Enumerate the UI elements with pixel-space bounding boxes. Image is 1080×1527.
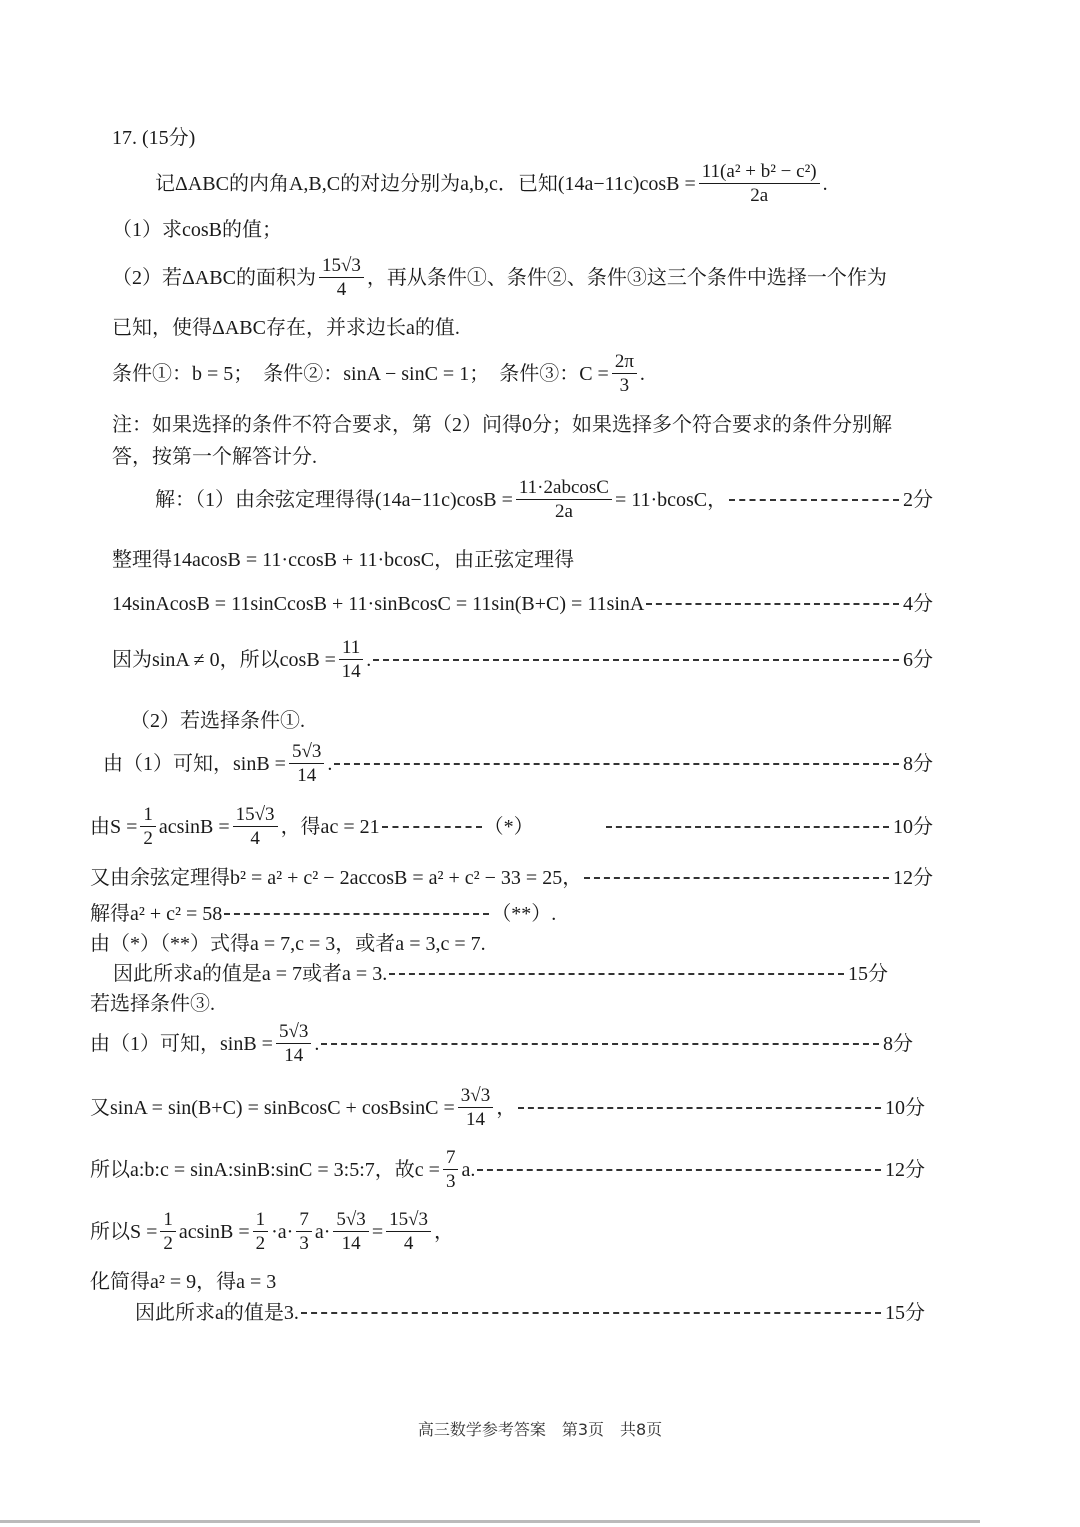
score-label: 10分	[893, 815, 933, 838]
fraction-denominator: 2	[143, 828, 153, 849]
step-text-b: acsinB =	[178, 1220, 250, 1243]
c1-line-1: 由（1）可知，sinB = $\frac{5√3}{14}$ . 8分	[103, 741, 933, 786]
problem-header	[112, 128, 195, 148]
fraction-denominator: 2	[255, 1233, 266, 1254]
score-label: 12分	[885, 1158, 925, 1181]
stem-fraction	[699, 162, 820, 205]
dotted-leader	[729, 499, 899, 501]
step-text: 整理得14acosB = 11·ccosB + 11·bcosC，由正弦定理得	[112, 549, 575, 571]
score-label: 10分	[885, 1096, 925, 1119]
note-text-2: 答，按第一个解答计分.	[112, 446, 317, 468]
score-label: 15分	[848, 963, 888, 985]
half-fraction	[140, 805, 156, 848]
cosB-fraction	[339, 638, 363, 681]
score-label: 4分	[903, 593, 933, 615]
area-fraction	[233, 805, 278, 848]
section-title: （2）若选择条件①.	[130, 710, 305, 732]
dotted-leader	[518, 1107, 881, 1109]
sinB-fraction	[289, 742, 324, 785]
step-text: 14sinAcosB = 11sinCcosB + 11·sinBcosC = 11sin(B+C) = 11sinA	[112, 593, 645, 615]
sinB-fraction	[276, 1022, 311, 1065]
step-text: 解得a² + c² = 58	[90, 903, 223, 925]
fraction-denominator: 14	[341, 1233, 361, 1254]
note-line-1	[112, 415, 892, 435]
fraction-numerator: 11·2abcosC	[516, 478, 612, 500]
sinA-fraction	[458, 1086, 493, 1129]
fraction-numerator: 15√3	[233, 805, 278, 827]
section-title: 若选择条件③.	[90, 993, 215, 1015]
step-text-b: = 11·bcosC，	[614, 488, 728, 511]
conditions: 条件①：b = 5； 条件②：sinA − sinC = 1； 条件③：C = $\frac{2\pi}{3}$ .	[112, 351, 645, 396]
fraction-numerator: 11(a² + b² − c²)	[699, 162, 820, 184]
fraction-denominator: 14	[297, 765, 317, 786]
sinB-fraction	[333, 1210, 368, 1253]
step-text: 由（1）可知，sinB =	[90, 1032, 273, 1055]
fraction-denominator: 4	[403, 1233, 414, 1254]
dotted-leader	[389, 973, 844, 975]
fraction-denominator: 14	[341, 661, 361, 682]
fraction-numerator: 1	[160, 1210, 176, 1232]
c3-line-5	[90, 1272, 276, 1292]
dotted-leader	[301, 1312, 881, 1314]
solution-step-4: 因为sinA ≠ 0，所以cosB = $\frac{11}{14}$ . 6分	[112, 637, 933, 682]
dotted-leader	[646, 603, 899, 605]
score-label: 8分	[883, 1032, 913, 1055]
question-1-text: （1）求cosB的值；	[112, 219, 282, 241]
page-bottom-edge	[0, 1520, 980, 1523]
score-label: 15分	[885, 1302, 925, 1324]
c3-line-4	[90, 1210, 454, 1253]
dotted-leader	[584, 877, 889, 879]
fraction-denominator: 3	[619, 375, 630, 396]
note-line-2	[112, 447, 317, 467]
fraction-numerator: 7	[296, 1210, 312, 1232]
area-fraction	[386, 1210, 431, 1253]
step-text: 由（1）可知，sinB =	[103, 752, 286, 775]
solution-step-1	[155, 478, 933, 521]
dotted-leader	[224, 913, 489, 915]
c3-line-3	[90, 1148, 925, 1191]
fraction-denominator: 14	[284, 1045, 304, 1066]
conditions-text: 条件①：b = 5； 条件②：sinA − sinC = 1； 条件③：C =	[112, 362, 609, 385]
dotted-leader	[382, 826, 482, 828]
ratio-fraction	[443, 1148, 459, 1191]
score-label: 8分	[903, 752, 933, 775]
c3-line-6	[135, 1303, 925, 1323]
fraction-numerator: 5√3	[289, 742, 324, 764]
fraction-numerator: 11	[339, 638, 363, 660]
fraction-denominator: 14	[466, 1109, 485, 1130]
score-label: 6分	[903, 648, 933, 671]
page-footer	[0, 1417, 1080, 1440]
fraction-numerator: 5√3	[276, 1022, 311, 1044]
step-text: 又sinA = sin(B+C) = sinBcosC + cosBsinC =	[90, 1096, 455, 1119]
step-text: 因此所求a的值是3.	[135, 1302, 299, 1324]
problem-number: 17. (15分)	[112, 127, 196, 149]
fraction-denominator: 4	[250, 828, 260, 849]
fraction-denominator: 3	[445, 1171, 456, 1192]
condition-3-fraction	[612, 352, 637, 395]
note-text-1: 注：如果选择的条件不符合要求，第（2）问得0分；如果选择多个符合要求的条件分别解	[112, 414, 892, 436]
fraction-numerator: 2π	[612, 352, 637, 374]
score-label: 2分	[903, 488, 933, 511]
stem-text: 记ΔABC的内角A,B,C的对边分别为a,b,c．已知(14a−11c)cosB =	[155, 172, 696, 195]
step-text: 由S =	[90, 815, 138, 838]
fraction-numerator: 1	[253, 1210, 269, 1232]
fraction-numerator: 15√3	[386, 1210, 431, 1232]
c1-line-3	[90, 868, 933, 888]
step-text-e: =	[371, 1220, 384, 1243]
step-text-c: ，得ac = 21	[280, 815, 380, 838]
c1-line-4	[90, 904, 556, 924]
c1-line-6	[113, 964, 888, 984]
question-2-cont	[112, 318, 460, 338]
fraction-denominator: 2a	[750, 185, 769, 206]
footer-text: 高三数学参考答案 第3页 共8页	[417, 1420, 663, 1439]
step-fraction	[516, 478, 612, 521]
c1-line-2	[90, 805, 933, 848]
step-text-f: ，	[434, 1220, 455, 1243]
question-1	[112, 220, 282, 240]
c3-line-1: 由（1）可知，sinB = $\frac{5√3}{14}$ . 8分	[90, 1021, 913, 1066]
c3-line-2: 又sinA = sin(B+C) = sinBcosC + cosBsinC = $\frac{3√3}{14}$ ， 10分	[90, 1085, 925, 1130]
fraction-numerator: 5√3	[333, 1210, 368, 1232]
fraction-denominator: 4	[336, 279, 347, 300]
fraction-numerator: 3√3	[458, 1086, 493, 1108]
question-2-text-a: （2）若ΔABC的面积为	[112, 266, 316, 289]
area-fraction	[319, 256, 364, 299]
step-text: 所以S =	[90, 1220, 158, 1243]
step-text: 又由余弦定理得b² = a² + c² − 2accosB = a² + c² − 33 = 25，	[90, 867, 583, 889]
half-fraction-2	[253, 1210, 269, 1253]
step-text-c: ·a·	[271, 1220, 294, 1243]
c1-line-5	[90, 934, 486, 954]
fraction-denominator: 3	[299, 1233, 309, 1254]
fraction-numerator: 7	[443, 1148, 459, 1170]
dotted-leader	[321, 1043, 879, 1045]
score-label: 12分	[893, 867, 933, 889]
equation-mark: （*）	[483, 815, 534, 838]
problem-stem: 记ΔABC的内角A,B,C的对边分别为a,b,c．已知(14a−11c)cosB = $\frac{\text{11(a² + b² − c²)}}{2a}$ .	[155, 161, 828, 206]
step-text-b: a.	[461, 1158, 476, 1181]
step-text-b: acsinB =	[158, 815, 230, 838]
dotted-leader	[606, 826, 889, 828]
question-2-text-c: 已知，使得ΔABC存在，并求边长a的值.	[112, 317, 460, 339]
dotted-leader	[477, 1169, 881, 1171]
step-text-d: a·	[314, 1220, 331, 1243]
question-2	[112, 256, 887, 299]
solution-step-2	[112, 550, 574, 570]
step-text: 因为sinA ≠ 0，所以cosB =	[112, 648, 336, 671]
condition-3-title	[90, 994, 215, 1014]
question-2-text-b: ，再从条件①、条件②、条件③这三个条件中选择一个作为	[366, 266, 887, 289]
fraction-denominator: 2	[163, 1233, 173, 1254]
dotted-leader	[373, 659, 899, 661]
equation-mark: （**）.	[491, 903, 557, 925]
step-text: 由（*）（**）式得a = 7,c = 3，或者a = 3,c = 7.	[90, 933, 486, 955]
step-text: 所以a:b:c = sinA:sinB:sinC = 3:5:7，故c =	[90, 1158, 440, 1181]
fraction-numerator: 15√3	[319, 256, 364, 278]
condition-1-title	[130, 711, 305, 731]
fraction-numerator: 1	[140, 805, 156, 827]
solution-step-3	[112, 594, 933, 614]
seven-thirds-fraction	[296, 1210, 312, 1253]
dotted-leader	[334, 763, 899, 765]
half-fraction	[160, 1210, 176, 1253]
step-text: 化简得a² = 9，得a = 3	[90, 1271, 277, 1293]
fraction-denominator: 2a	[554, 501, 573, 522]
step-text: 因此所求a的值是a = 7或者a = 3.	[113, 963, 388, 985]
step-text: 解：（1）由余弦定理得得(14a−11c)cosB =	[155, 488, 513, 511]
